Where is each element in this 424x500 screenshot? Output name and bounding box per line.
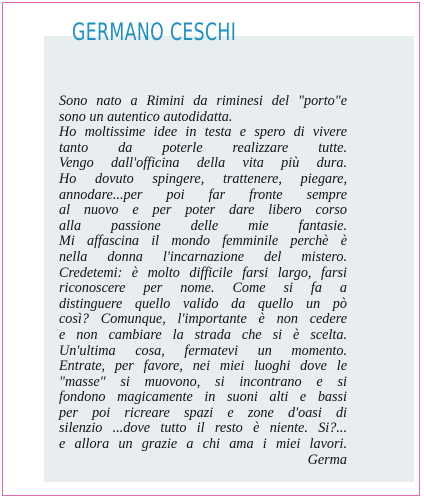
text-line: tanto da poterle realizzare tutte. bbox=[59, 139, 347, 156]
signature-line: Germa bbox=[307, 451, 347, 468]
text-line: fondono magicamente in suoni alti e bassi bbox=[59, 389, 347, 406]
text-line: sono un autentico autodidatta. bbox=[59, 108, 233, 125]
text-line: Mi affascina il mondo femminile perchè è bbox=[59, 233, 347, 250]
text-line: e allora un grazie a chi ama i miei lavori. bbox=[59, 436, 347, 453]
text-line: Ho moltissime idee in testa e spero di vivere bbox=[59, 124, 347, 141]
text-line: alla passione delle mie fantasie. bbox=[59, 217, 347, 234]
text-line: per poi ricreare spazi e zone d'oasi di bbox=[59, 404, 347, 421]
page-title: GERMANO CESCHI bbox=[72, 18, 237, 46]
text-line: Entrate, per favore, nei miei luoghi dove le bbox=[59, 358, 347, 375]
text-line: Ho dovuto spingere, trattenere, piegare, bbox=[59, 170, 347, 187]
text-line: distinguere quello valido da quello un pò bbox=[59, 295, 347, 312]
text-line: al nuovo e per poter dare libero corso bbox=[59, 202, 347, 219]
body-text bbox=[59, 94, 347, 468]
text-line: Un'ultima cosa, fermatevi un momento. bbox=[59, 342, 347, 359]
text-line: riconoscere per nome. Come si fa a bbox=[59, 280, 347, 297]
text-line: nella donna l'incarnazione del mistero. bbox=[59, 248, 347, 265]
text-line: Sono nato a Rimini da riminesi del "porto"e bbox=[59, 93, 347, 109]
text-line: annodare...per poi far fronte sempre bbox=[59, 186, 347, 203]
text-line: Vengo dall'officina della vita più dura. bbox=[59, 155, 347, 172]
text-line: Credetemi: è molto difficile farsi largo, farsi bbox=[59, 264, 347, 281]
text-line: silenzio ...dove tutto il resto è niente. Si?... bbox=[59, 420, 347, 437]
text-line: "masse" si muovono, si incontrano e si bbox=[59, 373, 347, 390]
text-line: così? Comunque, l'importante è non cedere bbox=[59, 311, 347, 328]
text-line: e non cambiare la strada che si è scelta. bbox=[59, 326, 347, 343]
